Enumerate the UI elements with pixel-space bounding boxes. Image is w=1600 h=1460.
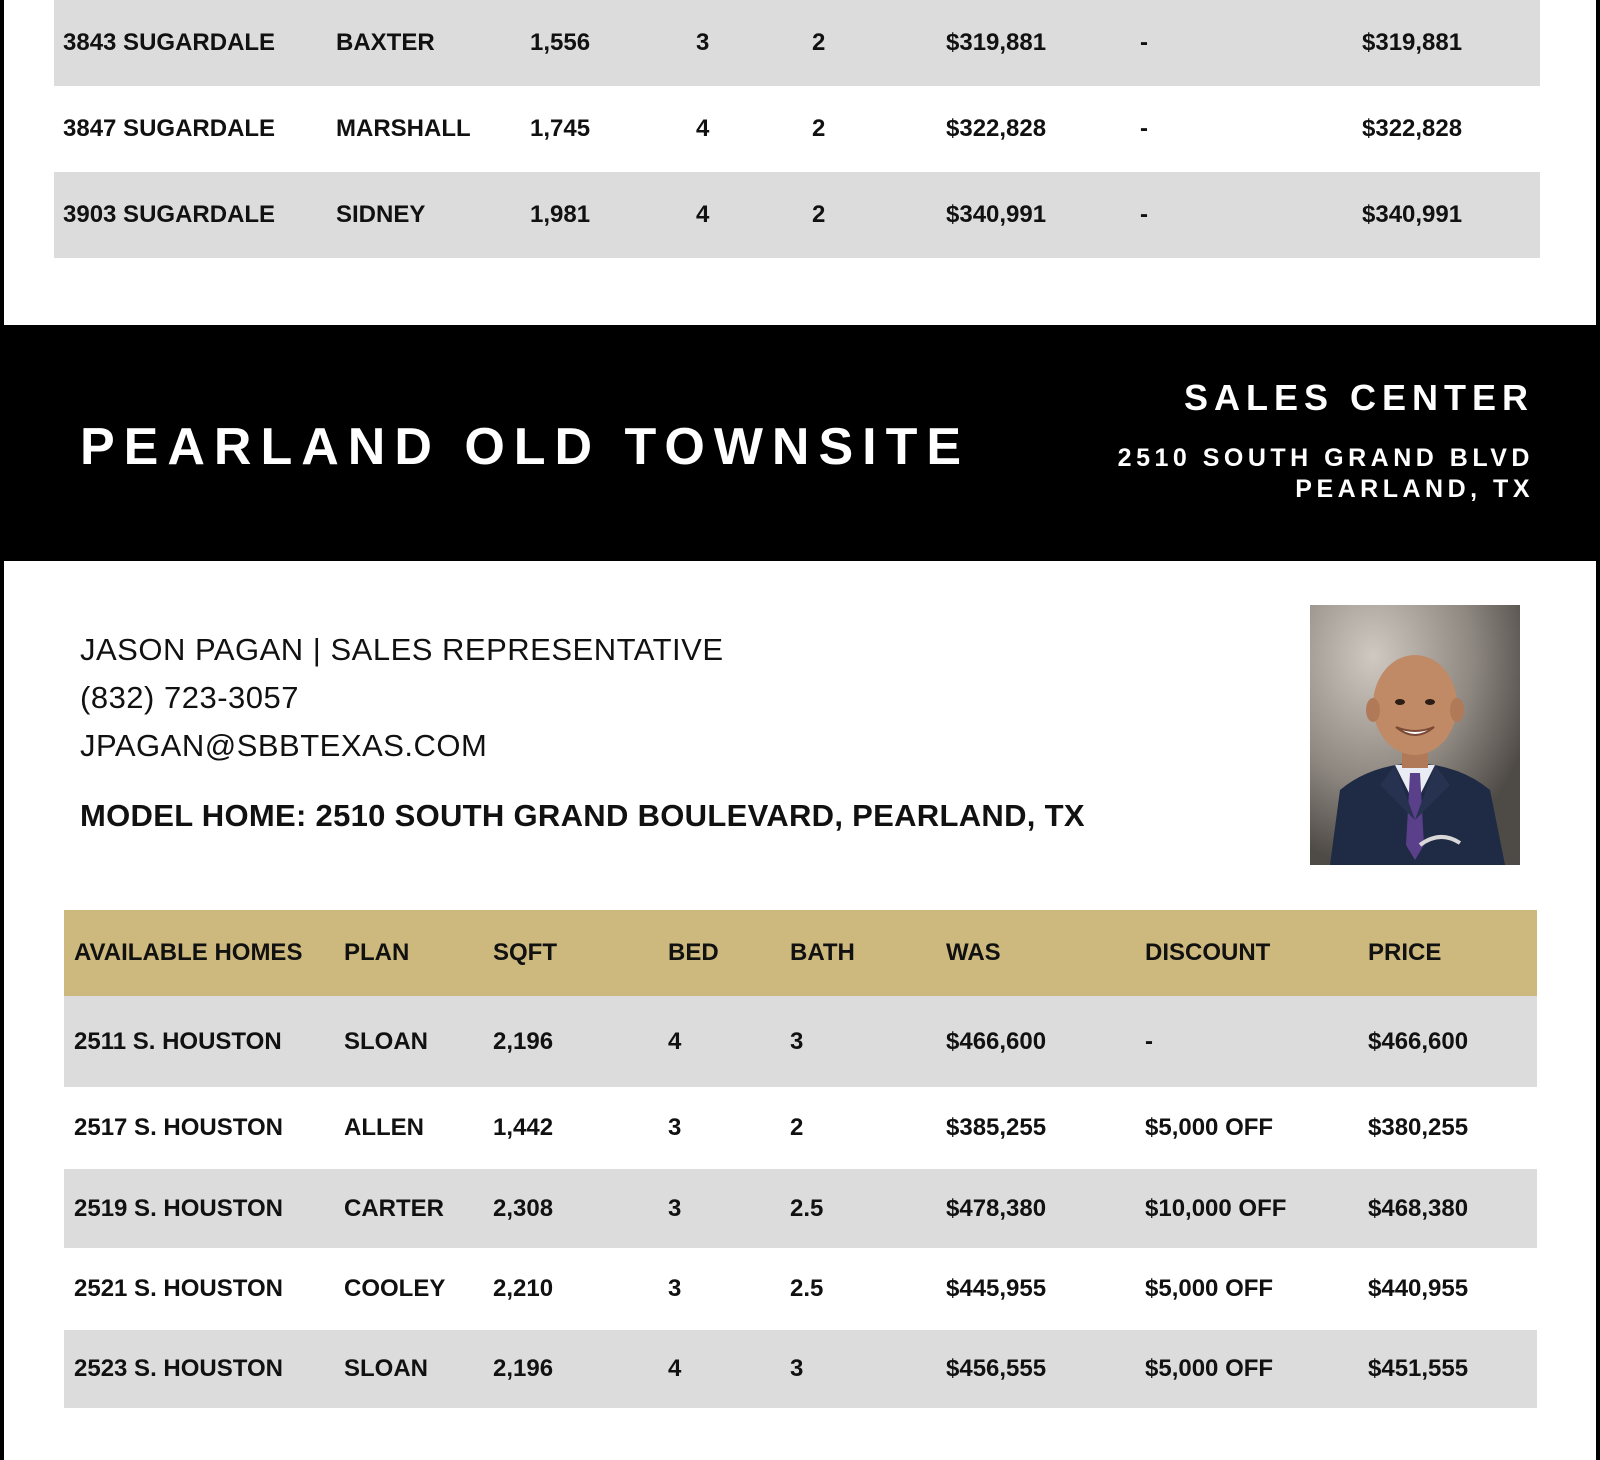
cell-bed: 3 [668, 1275, 682, 1302]
table-row [64, 1330, 1537, 1408]
cell-plan: SLOAN [344, 1027, 428, 1055]
community-banner [0, 325, 1600, 561]
table-row [54, 0, 1540, 86]
cell-bath: 2 [812, 29, 826, 56]
cell-plan: BAXTER [336, 29, 435, 56]
rep-photo [1310, 605, 1520, 865]
cell-sqft: 2,210 [493, 1275, 554, 1302]
cell-bed: 3 [668, 1194, 682, 1222]
cell-sqft: 2,196 [493, 1027, 554, 1055]
cell-plan: SLOAN [344, 1355, 428, 1382]
header-discount: DISCOUNT [1145, 939, 1271, 966]
cell-plan: COOLEY [344, 1275, 446, 1302]
header-available-homes: AVAILABLE HOMES [74, 939, 303, 966]
cell-was: $385,255 [946, 1114, 1047, 1141]
cell-bath: 2 [790, 1114, 804, 1141]
cell-was: $478,380 [946, 1194, 1047, 1222]
cell-sqft: 2,196 [493, 1355, 554, 1382]
page-border-left [0, 0, 4, 1460]
cell-price: $451,555 [1368, 1355, 1469, 1382]
available-homes-table [64, 910, 1537, 1408]
header-price: PRICE [1368, 939, 1442, 966]
cell-discount: $5,000 OFF [1145, 1275, 1274, 1302]
cell-bed: 4 [696, 201, 710, 228]
contact-info [80, 626, 724, 770]
cell-price: $380,255 [1368, 1114, 1469, 1141]
cell-plan: MARSHALL [336, 115, 471, 142]
sales-center-block [1118, 377, 1534, 505]
table-row [64, 1169, 1537, 1248]
sales-center-address-line1: 2510 SOUTH GRAND BLVD [1117, 444, 1534, 472]
cell-bed: 4 [668, 1027, 682, 1055]
header-plan: PLAN [344, 939, 410, 966]
cell-bath: 2.5 [790, 1275, 824, 1302]
cell-was: $445,955 [946, 1275, 1047, 1302]
cell-plan: ALLEN [344, 1114, 424, 1141]
cell-was: $466,600 [946, 1027, 1047, 1055]
cell-sqft: 1,745 [530, 115, 591, 142]
cell-bed: 4 [696, 115, 710, 142]
table-header-row [64, 910, 1537, 996]
cell-bed: 3 [696, 29, 710, 56]
rep-name-title: JASON PAGAN | SALES REPRESENTATIVE [80, 632, 724, 667]
rep-portrait-illustration [1310, 605, 1520, 865]
cell-plan: CARTER [344, 1194, 444, 1222]
header-sqft: SQFT [493, 939, 557, 966]
cell-address: 3843 SUGARDALE [63, 29, 276, 56]
cell-address: 2517 S. HOUSTON [74, 1114, 283, 1141]
cell-bath: 2 [812, 115, 826, 142]
header-bed: BED [668, 939, 719, 966]
cell-was: $322,828 [946, 115, 1047, 142]
cell-price: $319,881 [1362, 29, 1463, 56]
sugardale-listings-table [54, 0, 1540, 258]
table-row [64, 1087, 1537, 1169]
table-row [54, 86, 1540, 172]
cell-sqft: 1,981 [530, 201, 591, 228]
cell-address: 2521 S. HOUSTON [74, 1275, 283, 1302]
cell-was: $340,991 [946, 201, 1047, 228]
cell-bed: 3 [668, 1114, 682, 1141]
sales-center-address [1118, 443, 1534, 505]
cell-plan: SIDNEY [336, 201, 426, 228]
cell-discount: - [1140, 201, 1148, 228]
cell-discount: - [1140, 29, 1148, 56]
cell-discount: $5,000 OFF [1145, 1355, 1274, 1382]
header-bath: BATH [790, 939, 855, 966]
cell-discount: - [1145, 1027, 1153, 1055]
cell-address: 2511 S. HOUSTON [74, 1027, 282, 1055]
cell-sqft: 2,308 [493, 1194, 554, 1222]
cell-price: $440,955 [1368, 1275, 1469, 1302]
cell-bath: 2 [812, 201, 826, 228]
model-home-address: MODEL HOME: 2510 SOUTH GRAND BOULEVARD, PEARLAND, TX [80, 798, 1085, 833]
sales-center-heading: SALES CENTER [1183, 377, 1534, 418]
cell-address: 3903 SUGARDALE [63, 201, 276, 228]
cell-was: $456,555 [946, 1355, 1047, 1382]
table-row [54, 172, 1540, 258]
cell-discount: $5,000 OFF [1145, 1114, 1274, 1141]
table-row [64, 996, 1537, 1087]
cell-discount: $10,000 OFF [1145, 1194, 1287, 1222]
rep-email[interactable]: JPAGAN@SBBTEXAS.COM [80, 728, 488, 763]
sales-center-address-line2: PEARLAND, TX [1295, 475, 1534, 503]
cell-address: 2519 S. HOUSTON [74, 1194, 283, 1222]
cell-bed: 4 [668, 1355, 682, 1382]
cell-bath: 3 [790, 1355, 804, 1382]
cell-price: $468,380 [1368, 1194, 1469, 1222]
cell-sqft: 1,442 [493, 1114, 554, 1141]
cell-discount: - [1140, 115, 1148, 142]
community-title: PEARLAND OLD TOWNSITE [80, 418, 971, 476]
rep-phone[interactable]: (832) 723-3057 [80, 680, 299, 715]
cell-was: $319,881 [946, 29, 1047, 56]
header-was: WAS [946, 939, 1001, 966]
cell-price: $340,991 [1362, 201, 1463, 228]
cell-bath: 3 [790, 1027, 804, 1055]
cell-address: 3847 SUGARDALE [63, 115, 276, 142]
page-border-right [1596, 0, 1600, 1460]
cell-price: $466,600 [1368, 1027, 1469, 1055]
table-row [64, 1248, 1537, 1330]
cell-address: 2523 S. HOUSTON [74, 1355, 283, 1382]
cell-sqft: 1,556 [530, 29, 591, 56]
cell-price: $322,828 [1362, 115, 1463, 142]
cell-bath: 2.5 [790, 1194, 824, 1222]
